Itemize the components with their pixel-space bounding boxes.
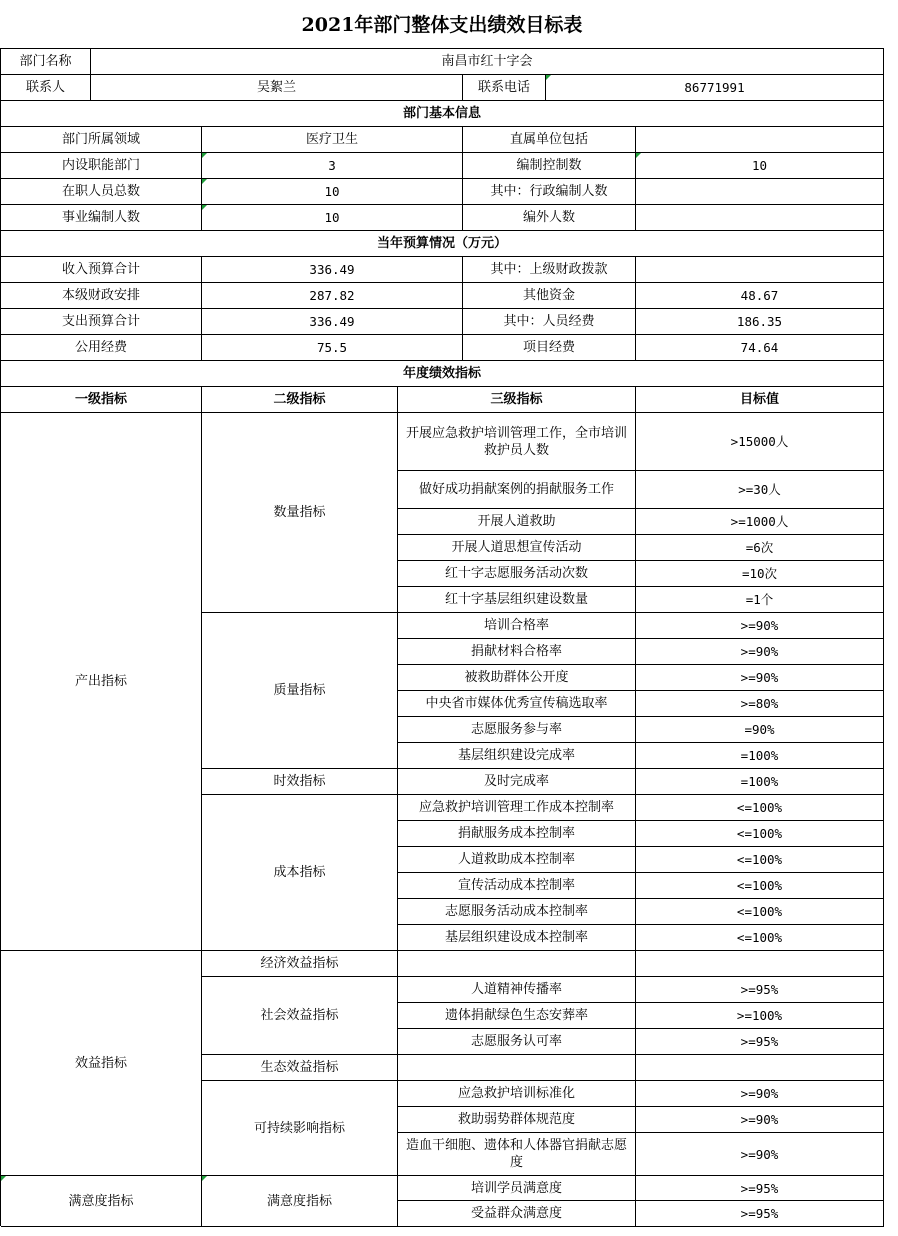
indicator-cell: 志愿服务认可率 (398, 1029, 636, 1055)
col-target: 目标值 (636, 387, 884, 413)
extra-staff-value (636, 205, 884, 231)
indicator-cell: 开展应急救护培训管理工作，全市培训救护员人数 (398, 413, 636, 471)
indicator-cell: 开展人道救助 (398, 509, 636, 535)
extra-staff-label: 编外人数 (463, 205, 636, 231)
target-value-cell: >=30人 (636, 471, 884, 509)
indicator-cell: 中央省市媒体优秀宣传稿选取率 (398, 691, 636, 717)
indicator-cell: 开展人道思想宣传活动 (398, 535, 636, 561)
personnel-value: 186.35 (636, 309, 884, 335)
indicator-cell: 培训合格率 (398, 613, 636, 639)
dept-name-label: 部门名称 (1, 49, 91, 75)
target-value-cell: >=100% (636, 1003, 884, 1029)
indicator-cell: 志愿服务活动成本控制率 (398, 899, 636, 925)
target-value-cell: <=100% (636, 899, 884, 925)
target-value-cell: >=95% (636, 1201, 884, 1227)
target-value-cell: >=90% (636, 665, 884, 691)
target-value-cell: >=95% (636, 1029, 884, 1055)
superior-funds-value (636, 257, 884, 283)
indicator-cell: 及时完成率 (398, 769, 636, 795)
field-label: 部门所属领域 (1, 127, 202, 153)
indicator-cell: 志愿服务参与率 (398, 717, 636, 743)
level2-sustainable: 可持续影响指标 (202, 1081, 398, 1176)
quota-value: 10 (636, 153, 884, 179)
target-value-cell: >15000人 (636, 413, 884, 471)
page-title: 2021年部门整体支出绩效目标表 (301, 14, 583, 36)
col-level2: 二级指标 (202, 387, 398, 413)
level2-social: 社会效益指标 (202, 977, 398, 1055)
target-value-cell (636, 951, 884, 977)
target-value-cell: <=100% (636, 925, 884, 951)
personnel-label: 其中：人员经费 (463, 309, 636, 335)
indicator-cell: 人道精神传播率 (398, 977, 636, 1003)
level2-ecological: 生态效益指标 (202, 1055, 398, 1081)
income-label: 收入预算合计 (1, 257, 202, 283)
col-level1: 一级指标 (1, 387, 202, 413)
direct-units-value (636, 127, 884, 153)
phone-label: 联系电话 (463, 75, 546, 101)
performance-header: 年度绩效指标 (1, 361, 884, 387)
indicator-cell: 造血干细胞、遗体和人体器官捐献志愿度 (398, 1133, 636, 1176)
indicator-cell: 捐献材料合格率 (398, 639, 636, 665)
career-staff-label: 事业编制人数 (1, 205, 202, 231)
target-value-cell (636, 1055, 884, 1081)
indicator-cell (398, 1055, 636, 1081)
target-value-cell: <=100% (636, 873, 884, 899)
staff-total-label: 在职人员总数 (1, 179, 202, 205)
other-funds-label: 其他资金 (463, 283, 636, 309)
expend-label: 支出预算合计 (1, 309, 202, 335)
level2-cost: 成本指标 (202, 795, 398, 951)
indicator-cell: 被救助群体公开度 (398, 665, 636, 691)
indicator-cell: 基层组织建设完成率 (398, 743, 636, 769)
phone-value: 86771991 (546, 75, 884, 101)
target-value-cell: >=1000人 (636, 509, 884, 535)
level2-quality: 质量指标 (202, 613, 398, 769)
quota-label: 编制控制数 (463, 153, 636, 179)
project-funds-label: 项目经费 (463, 335, 636, 361)
indicator-cell: 宣传活动成本控制率 (398, 873, 636, 899)
admin-staff-value (636, 179, 884, 205)
level2-quantity: 数量指标 (202, 413, 398, 613)
target-value-cell: >=95% (636, 1176, 884, 1201)
target-value-cell: >=95% (636, 977, 884, 1003)
indicator-cell: 受益群众满意度 (398, 1201, 636, 1227)
other-funds-value: 48.67 (636, 283, 884, 309)
indicator-cell: 人道救助成本控制率 (398, 847, 636, 873)
level1-satisfaction: 满意度指标 (1, 1176, 202, 1227)
target-value-cell: >=90% (636, 639, 884, 665)
public-funds-label: 公用经费 (1, 335, 202, 361)
career-staff-value: 10 (202, 205, 463, 231)
internal-dept-value: 3 (202, 153, 463, 179)
project-funds-value: 74.64 (636, 335, 884, 361)
direct-units-label: 直属单位包括 (463, 127, 636, 153)
basic-info-header: 部门基本信息 (1, 101, 884, 127)
field-value: 医疗卫生 (202, 127, 463, 153)
col-level3: 三级指标 (398, 387, 636, 413)
budget-header: 当年预算情况（万元） (1, 231, 884, 257)
target-value-cell: >=80% (636, 691, 884, 717)
local-funds-value: 287.82 (202, 283, 463, 309)
level1-benefit: 效益指标 (1, 951, 202, 1176)
target-value-cell: >=90% (636, 1107, 884, 1133)
indicator-cell: 应急救护培训管理工作成本控制率 (398, 795, 636, 821)
dept-name-value: 南昌市红十字会 (91, 49, 884, 75)
target-value-cell: =6次 (636, 535, 884, 561)
target-value-cell: <=100% (636, 795, 884, 821)
expend-value: 336.49 (202, 309, 463, 335)
target-value-cell: <=100% (636, 821, 884, 847)
superior-funds-label: 其中：上级财政拨款 (463, 257, 636, 283)
level1-output: 产出指标 (1, 413, 202, 951)
target-value-cell: =100% (636, 769, 884, 795)
target-value-cell: =10次 (636, 561, 884, 587)
indicator-cell: 捐献服务成本控制率 (398, 821, 636, 847)
indicator-cell: 红十字志愿服务活动次数 (398, 561, 636, 587)
target-value-cell: >=90% (636, 1081, 884, 1107)
indicator-cell: 遗体捐献绿色生态安葬率 (398, 1003, 636, 1029)
public-funds-value: 75.5 (202, 335, 463, 361)
target-value-cell: =90% (636, 717, 884, 743)
indicator-cell (398, 951, 636, 977)
target-value-cell: <=100% (636, 847, 884, 873)
target-value-cell: =1个 (636, 587, 884, 613)
level2-economic: 经济效益指标 (202, 951, 398, 977)
level2-timeliness: 时效指标 (202, 769, 398, 795)
income-value: 336.49 (202, 257, 463, 283)
indicator-cell: 红十字基层组织建设数量 (398, 587, 636, 613)
level2-satisfaction: 满意度指标 (202, 1176, 398, 1227)
admin-staff-label: 其中：行政编制人数 (463, 179, 636, 205)
indicator-cell: 基层组织建设成本控制率 (398, 925, 636, 951)
contact-value: 吴絮兰 (91, 75, 463, 101)
performance-table (0, 48, 884, 1226)
target-value-cell: >=90% (636, 613, 884, 639)
contact-label: 联系人 (1, 75, 91, 101)
indicator-cell: 应急救护培训标准化 (398, 1081, 636, 1107)
internal-dept-label: 内设职能部门 (1, 153, 202, 179)
target-value-cell: =100% (636, 743, 884, 769)
staff-total-value: 10 (202, 179, 463, 205)
indicator-cell: 做好成功捐献案例的捐献服务工作 (398, 471, 636, 509)
indicator-cell: 培训学员满意度 (398, 1176, 636, 1201)
indicator-cell: 救助弱势群体规范度 (398, 1107, 636, 1133)
local-funds-label: 本级财政安排 (1, 283, 202, 309)
target-value-cell: >=90% (636, 1133, 884, 1176)
